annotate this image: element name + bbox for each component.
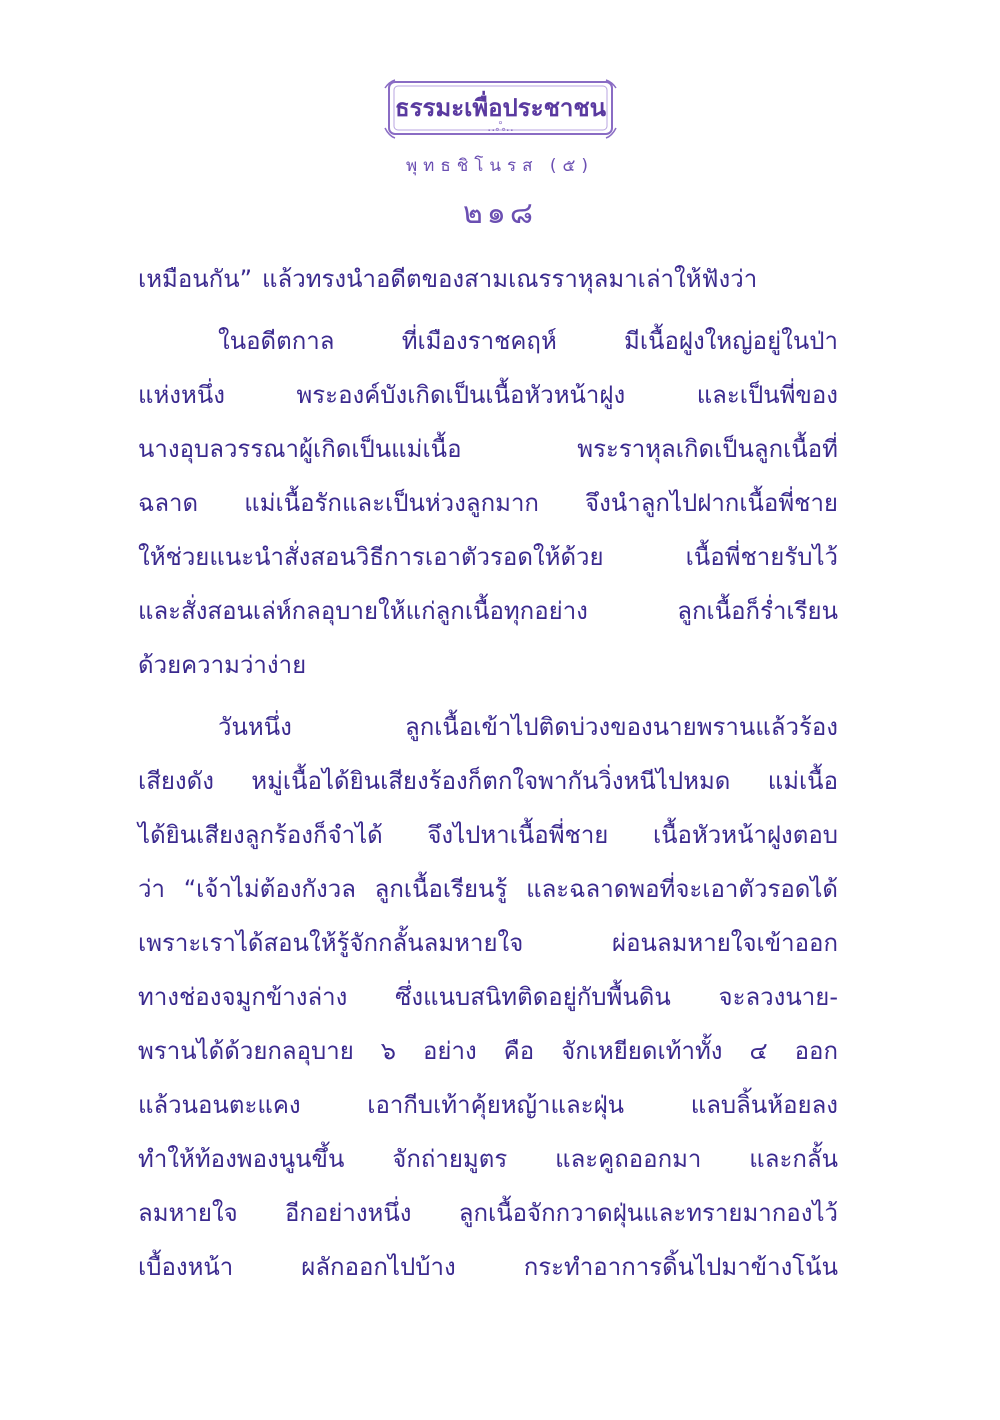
word: มีเนื้อฝูงใหญ่อยู่ในป่า: [624, 327, 838, 355]
word: ๖: [380, 1037, 397, 1065]
word: ลูกเนื้อเรียนรู้: [374, 875, 508, 903]
text-line: [138, 1024, 838, 1078]
word: ให้ช่วยแนะนำสั่งสอนวิธีการเอาตัวรอดให้ด้วย: [138, 543, 604, 571]
word: ๔: [749, 1037, 768, 1065]
word: จึงไปหาเนื้อพี่ชาย: [427, 821, 609, 849]
text-line: [138, 584, 838, 638]
word: และฉลาดพอที่จะเอาตัวรอดได้: [526, 875, 838, 903]
text-line: [138, 530, 838, 584]
word: ซึ่งแนบสนิทติดอยู่กับพื้นดิน: [395, 983, 671, 1011]
word: และคูถออกมา: [555, 1145, 702, 1173]
text-line: [138, 314, 838, 368]
word: เพราะเราได้สอนให้รู้จักกลั้นลมหายใจ: [138, 929, 524, 957]
text-line: [138, 808, 838, 862]
word: เอากีบเท้าคุ้ยหญ้าและฝุ่น: [367, 1091, 625, 1119]
word: และสั่งสอนเล่ห์กลอุบายให้แก่ลูกเนื้อทุกอย่าง: [138, 597, 588, 625]
word: ฉลาด: [138, 489, 199, 517]
word: ลมหายใจ: [138, 1199, 238, 1227]
word: เนื้อหัวหน้าฝูงตอบ: [652, 821, 838, 849]
word: จึงนำลูกไปฝากเนื้อพี่ชาย: [585, 489, 838, 517]
word: อีกอย่างหนึ่ง: [284, 1199, 412, 1227]
word: ว่า: [138, 875, 165, 903]
text-line: [138, 476, 838, 530]
word: แห่งหนึ่ง: [138, 381, 225, 409]
book-title: พุทธชิโนรส (๕): [405, 156, 595, 176]
word: ผลักออกไปบ้าง: [301, 1253, 456, 1281]
text-line: [138, 252, 838, 306]
word: และเป็นพี่ของ: [696, 381, 838, 409]
text-line: [138, 1132, 838, 1186]
word: แม่เนื้อ: [767, 767, 838, 795]
text-line: [138, 916, 838, 970]
word: “เจ้าไม่ต้องกังวล: [183, 875, 356, 903]
text-line: [138, 368, 838, 422]
word: ทางช่องจมูกข้างล่าง: [138, 983, 348, 1011]
paragraph: [138, 700, 838, 1294]
text-line: [138, 422, 838, 476]
word: ได้ยินเสียงลูกร้องก็จำได้: [138, 821, 383, 849]
paragraph: [138, 314, 838, 692]
text-line: [138, 700, 838, 754]
word: จักเหยียดเท้าทั้ง: [561, 1037, 723, 1065]
logo-title: ธรรมะเพื่อประชาชน: [394, 94, 607, 122]
word: ออก: [794, 1037, 838, 1065]
word: อย่าง: [423, 1037, 477, 1065]
word: ในอดีตกาล: [218, 327, 335, 355]
word: แล้วนอนตะแคง: [138, 1091, 301, 1119]
word: แล้วทรงนำอดีตของสามเณรราหุลมาเล่าให้ฟังว่า: [262, 265, 758, 293]
word: จักถ่ายมูตร: [392, 1145, 508, 1173]
word: และกลั้น: [749, 1145, 838, 1173]
text-line: [138, 1186, 838, 1240]
word: เนื้อพี่ชายรับไว้: [685, 543, 838, 571]
text-line: [138, 1240, 838, 1294]
word: จะลวงนาย-: [718, 983, 838, 1011]
word: เสียงดัง: [138, 767, 214, 795]
word: พระองค์บังเกิดเป็นเนื้อหัวหน้าฝูง: [296, 381, 626, 409]
word: พระราหุลเกิดเป็นลูกเนื้อที่: [577, 435, 838, 463]
text-line: [138, 862, 838, 916]
body-text: [138, 252, 838, 1294]
text-line: [138, 1078, 838, 1132]
word: กระทำอาการดิ้นไปมาข้างโน้น: [523, 1253, 838, 1281]
text-line: [138, 754, 838, 808]
text-line: [138, 638, 838, 692]
header-logo: [383, 78, 618, 144]
word: เบื้องหน้า: [138, 1253, 234, 1281]
word: ด้วยความว่าง่าย: [138, 651, 307, 679]
word: ลูกเนื้อเข้าไปติดบ่วงของนายพรานแล้วร้อง: [404, 713, 838, 741]
word: แลบลิ้นห้อยลง: [690, 1091, 838, 1119]
word: แม่เนื้อรักและเป็นห่วงลูกมาก: [244, 489, 539, 517]
word: นางอุบลวรรณาผู้เกิดเป็นแม่เนื้อ: [138, 435, 462, 463]
text-line: [138, 970, 838, 1024]
page-number: ๒๑๘: [463, 196, 537, 231]
word: คือ: [503, 1037, 535, 1065]
word: ทำให้ท้องพองนูนขึ้น: [138, 1145, 345, 1173]
word: พรานได้ด้วยกลอุบาย: [138, 1037, 354, 1065]
word: ที่เมืองราชคฤห์: [401, 327, 557, 355]
paragraph: [138, 252, 838, 306]
word: ลูกเนื้อก็ร่ำเรียน: [677, 597, 838, 625]
word: เหมือนกัน”: [138, 265, 253, 293]
word: ผ่อนลมหายใจเข้าออก: [612, 929, 838, 957]
word: ลูกเนื้อจักกวาดฝุ่นและทรายมากองไว้: [458, 1199, 838, 1227]
logo-ornament: ..ஃ..: [487, 120, 514, 135]
word: วันหนึ่ง: [218, 713, 292, 741]
word: หมู่เนื้อได้ยินเสียงร้องก็ตกใจพากันวิ่งหนีไปหมด: [251, 767, 731, 795]
